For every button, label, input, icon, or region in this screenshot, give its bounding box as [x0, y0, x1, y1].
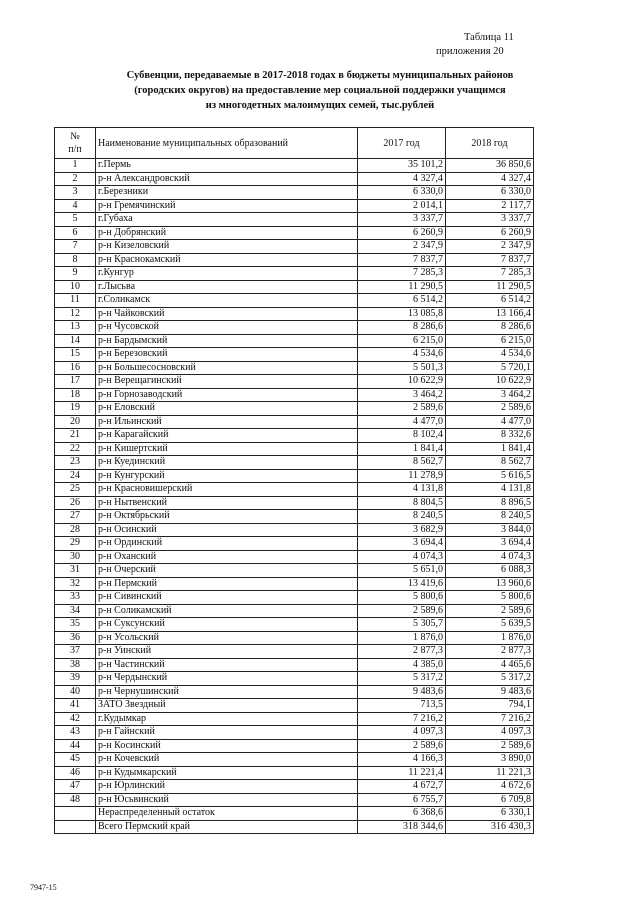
municipality-name-cell: р-н Куединский: [96, 456, 358, 470]
table-number-label: Таблица 11: [464, 32, 514, 43]
municipality-name-cell: р-н Большесосновский: [96, 361, 358, 375]
value-2017-cell: 11 278,9: [358, 469, 446, 483]
value-2017-cell: 5 651,0: [358, 564, 446, 578]
subsidy-table: [54, 127, 534, 834]
table-row: [55, 429, 534, 443]
municipality-name-cell: Всего Пермский край: [96, 820, 358, 834]
table-row: [55, 213, 534, 227]
table-row: [55, 618, 534, 632]
row-number-cell: 42: [55, 712, 96, 726]
value-2018-cell: 6 709,8: [446, 793, 534, 807]
table-row: [55, 186, 534, 200]
value-2018-cell: 5 639,5: [446, 618, 534, 632]
value-2017-cell: 8 286,6: [358, 321, 446, 335]
value-2017-cell: 7 285,3: [358, 267, 446, 281]
table-row: [55, 226, 534, 240]
table-row: [55, 294, 534, 308]
municipality-name-cell: р-н Усольский: [96, 631, 358, 645]
value-2018-cell: 4 097,3: [446, 726, 534, 740]
row-number-cell: 22: [55, 442, 96, 456]
table-row: [55, 402, 534, 416]
value-2017-cell: 7 216,2: [358, 712, 446, 726]
appendix-label: приложения 20: [436, 46, 504, 57]
row-number-cell: 46: [55, 766, 96, 780]
row-number-cell: [55, 820, 96, 834]
municipality-name-cell: р-н Кудымкарский: [96, 766, 358, 780]
value-2017-cell: 5 501,3: [358, 361, 446, 375]
table-row: [55, 361, 534, 375]
municipality-name-cell: р-н Ординский: [96, 537, 358, 551]
value-2018-cell: 4 327,4: [446, 172, 534, 186]
value-2017-cell: 8 562,7: [358, 456, 446, 470]
value-2018-cell: 6 330,1: [446, 807, 534, 821]
municipality-name-cell: р-н Краснокамский: [96, 253, 358, 267]
municipality-name-cell: р-н Кишертский: [96, 442, 358, 456]
value-2017-cell: 3 694,4: [358, 537, 446, 551]
table-header-row: [55, 128, 534, 159]
table-row: [55, 267, 534, 281]
table-row: [55, 483, 534, 497]
row-number-cell: 38: [55, 658, 96, 672]
table-row: [55, 739, 534, 753]
municipality-name-cell: р-н Александровский: [96, 172, 358, 186]
table-row: [55, 645, 534, 659]
value-2018-cell: 4 672,6: [446, 780, 534, 794]
value-2018-cell: 36 850,6: [446, 159, 534, 173]
table-row: [55, 469, 534, 483]
table-row: [55, 240, 534, 254]
municipality-name-cell: р-н Ильинский: [96, 415, 358, 429]
table-row: [55, 672, 534, 686]
row-number-cell: 36: [55, 631, 96, 645]
table-row: [55, 537, 534, 551]
value-2018-cell: 9 483,6: [446, 685, 534, 699]
value-2017-cell: 6 755,7: [358, 793, 446, 807]
table-row: [55, 780, 534, 794]
table-row: [55, 388, 534, 402]
value-2018-cell: 6 088,3: [446, 564, 534, 578]
row-number-cell: 43: [55, 726, 96, 740]
municipality-name-cell: р-н Уинский: [96, 645, 358, 659]
row-number-cell: 4: [55, 199, 96, 213]
row-number-cell: 25: [55, 483, 96, 497]
value-2017-cell: 9 483,6: [358, 685, 446, 699]
title-line-3: из многодетных малоимущих семей, тыс.рублей: [205, 100, 435, 111]
value-2017-cell: 1 876,0: [358, 631, 446, 645]
municipality-name-cell: р-н Березовский: [96, 348, 358, 362]
value-2018-cell: 4 534,6: [446, 348, 534, 362]
row-number-cell: 35: [55, 618, 96, 632]
table-row: [55, 550, 534, 564]
value-2018-cell: 8 896,5: [446, 496, 534, 510]
municipality-name-cell: г.Кудымкар: [96, 712, 358, 726]
row-number-cell: 5: [55, 213, 96, 227]
column-header-2017: 2017 год: [358, 128, 446, 159]
value-2017-cell: 4 097,3: [358, 726, 446, 740]
table-row: [55, 510, 534, 524]
table-row: [55, 442, 534, 456]
municipality-name-cell: р-н Кочевский: [96, 753, 358, 767]
value-2017-cell: 13 085,8: [358, 307, 446, 321]
value-2017-cell: 3 464,2: [358, 388, 446, 402]
row-number-cell: 7: [55, 240, 96, 254]
value-2018-cell: 4 465,6: [446, 658, 534, 672]
value-2017-cell: 4 166,3: [358, 753, 446, 767]
value-2018-cell: 11 290,5: [446, 280, 534, 294]
municipality-name-cell: р-н Верещагинский: [96, 375, 358, 389]
row-number-cell: 6: [55, 226, 96, 240]
value-2017-cell: 6 215,0: [358, 334, 446, 348]
municipality-name-cell: ЗАТО Звездный: [96, 699, 358, 713]
row-number-cell: 3: [55, 186, 96, 200]
value-2017-cell: 11 221,4: [358, 766, 446, 780]
row-number-cell: 30: [55, 550, 96, 564]
table-row: [55, 307, 534, 321]
table-row: [55, 604, 534, 618]
municipality-name-cell: р-н Сивинский: [96, 591, 358, 605]
value-2018-cell: 3 890,0: [446, 753, 534, 767]
municipality-name-cell: г.Кунгур: [96, 267, 358, 281]
table-body: [55, 159, 534, 834]
table-row: [55, 496, 534, 510]
row-number-cell: 39: [55, 672, 96, 686]
value-2018-cell: 6 260,9: [446, 226, 534, 240]
municipality-name-cell: р-н Частинский: [96, 658, 358, 672]
row-number-cell: 27: [55, 510, 96, 524]
municipality-name-cell: г.Соликамск: [96, 294, 358, 308]
value-2018-cell: 5 720,1: [446, 361, 534, 375]
municipality-name-cell: р-н Нытвенский: [96, 496, 358, 510]
municipality-name-cell: р-н Юсьвинский: [96, 793, 358, 807]
row-number-cell: 44: [55, 739, 96, 753]
value-2018-cell: 3 337,7: [446, 213, 534, 227]
value-2018-cell: 3 464,2: [446, 388, 534, 402]
value-2018-cell: 2 347,9: [446, 240, 534, 254]
value-2017-cell: 10 622,9: [358, 375, 446, 389]
value-2017-cell: 2 589,6: [358, 402, 446, 416]
municipality-name-cell: г.Лысьва: [96, 280, 358, 294]
table-row: [55, 820, 534, 834]
table-row: [55, 456, 534, 470]
column-header-number-line2: п/п: [68, 144, 82, 155]
title-line-1: Субвенции, передаваемые в 2017-2018 годах в бюджеты муниципальных районов: [126, 70, 514, 81]
value-2018-cell: 3 694,4: [446, 537, 534, 551]
value-2017-cell: 8 102,4: [358, 429, 446, 443]
row-number-cell: 31: [55, 564, 96, 578]
value-2018-cell: 7 837,7: [446, 253, 534, 267]
municipality-name-cell: р-н Юрлинский: [96, 780, 358, 794]
value-2018-cell: 1 876,0: [446, 631, 534, 645]
row-number-cell: 34: [55, 604, 96, 618]
table-row: [55, 564, 534, 578]
value-2017-cell: 2 589,6: [358, 739, 446, 753]
row-number-cell: 29: [55, 537, 96, 551]
value-2017-cell: 5 800,6: [358, 591, 446, 605]
municipality-name-cell: р-н Октябрьский: [96, 510, 358, 524]
value-2017-cell: 6 368,6: [358, 807, 446, 821]
municipality-name-cell: р-н Карагайский: [96, 429, 358, 443]
row-number-cell: 23: [55, 456, 96, 470]
row-number-cell: 48: [55, 793, 96, 807]
value-2018-cell: 4 131,8: [446, 483, 534, 497]
value-2017-cell: 2 589,6: [358, 604, 446, 618]
row-number-cell: 18: [55, 388, 96, 402]
table-row: [55, 159, 534, 173]
value-2018-cell: 8 562,7: [446, 456, 534, 470]
value-2017-cell: 4 074,3: [358, 550, 446, 564]
table-row: [55, 321, 534, 335]
table-row: [55, 253, 534, 267]
value-2017-cell: 35 101,2: [358, 159, 446, 173]
table-row: [55, 793, 534, 807]
row-number-cell: 8: [55, 253, 96, 267]
value-2018-cell: 8 240,5: [446, 510, 534, 524]
municipality-name-cell: р-н Чердынский: [96, 672, 358, 686]
municipality-name-cell: р-н Суксунский: [96, 618, 358, 632]
value-2017-cell: 4 327,4: [358, 172, 446, 186]
document-title: [60, 68, 580, 113]
municipality-name-cell: р-н Пермский: [96, 577, 358, 591]
value-2018-cell: 4 074,3: [446, 550, 534, 564]
value-2018-cell: 7 285,3: [446, 267, 534, 281]
document-code: 7947-15: [30, 883, 57, 892]
row-number-cell: 24: [55, 469, 96, 483]
row-number-cell: 20: [55, 415, 96, 429]
value-2018-cell: 3 844,0: [446, 523, 534, 537]
value-2017-cell: 2 347,9: [358, 240, 446, 254]
value-2018-cell: 7 216,2: [446, 712, 534, 726]
row-number-cell: [55, 807, 96, 821]
table-row: [55, 753, 534, 767]
value-2018-cell: 2 589,6: [446, 402, 534, 416]
value-2018-cell: 1 841,4: [446, 442, 534, 456]
value-2017-cell: 713,5: [358, 699, 446, 713]
value-2017-cell: 3 682,9: [358, 523, 446, 537]
table-row: [55, 280, 534, 294]
table-row: [55, 766, 534, 780]
table-row: [55, 712, 534, 726]
value-2017-cell: 2 014,1: [358, 199, 446, 213]
row-number-cell: 15: [55, 348, 96, 362]
row-number-cell: 41: [55, 699, 96, 713]
value-2017-cell: 5 305,7: [358, 618, 446, 632]
row-number-cell: 11: [55, 294, 96, 308]
row-number-cell: 16: [55, 361, 96, 375]
value-2017-cell: 4 131,8: [358, 483, 446, 497]
row-number-cell: 32: [55, 577, 96, 591]
table-row: [55, 591, 534, 605]
value-2017-cell: 4 672,7: [358, 780, 446, 794]
municipality-name-cell: р-н Соликамский: [96, 604, 358, 618]
municipality-name-cell: р-н Осинский: [96, 523, 358, 537]
municipality-name-cell: г.Березники: [96, 186, 358, 200]
municipality-name-cell: р-н Косинский: [96, 739, 358, 753]
table-row: [55, 348, 534, 362]
table-row: [55, 523, 534, 537]
municipality-name-cell: р-н Горнозаводский: [96, 388, 358, 402]
municipality-name-cell: г.Пермь: [96, 159, 358, 173]
value-2017-cell: 6 330,0: [358, 186, 446, 200]
value-2018-cell: 10 622,9: [446, 375, 534, 389]
municipality-name-cell: р-н Оханский: [96, 550, 358, 564]
value-2017-cell: 6 260,9: [358, 226, 446, 240]
table-row: [55, 172, 534, 186]
row-number-cell: 28: [55, 523, 96, 537]
value-2018-cell: 6 330,0: [446, 186, 534, 200]
table-row: [55, 375, 534, 389]
municipality-name-cell: р-н Гайнский: [96, 726, 358, 740]
value-2018-cell: 2 589,6: [446, 604, 534, 618]
row-number-cell: 10: [55, 280, 96, 294]
municipality-name-cell: г.Губаха: [96, 213, 358, 227]
row-number-cell: 13: [55, 321, 96, 335]
municipality-name-cell: Нераспределенный остаток: [96, 807, 358, 821]
value-2017-cell: 1 841,4: [358, 442, 446, 456]
municipality-name-cell: р-н Чусовской: [96, 321, 358, 335]
municipality-name-cell: р-н Чайковский: [96, 307, 358, 321]
row-number-cell: 9: [55, 267, 96, 281]
row-number-cell: 40: [55, 685, 96, 699]
municipality-name-cell: р-н Очерский: [96, 564, 358, 578]
municipality-name-cell: р-н Добрянский: [96, 226, 358, 240]
value-2018-cell: 8 286,6: [446, 321, 534, 335]
value-2018-cell: 6 514,2: [446, 294, 534, 308]
value-2018-cell: 6 215,0: [446, 334, 534, 348]
value-2017-cell: 6 514,2: [358, 294, 446, 308]
table-row: [55, 577, 534, 591]
value-2017-cell: 2 877,3: [358, 645, 446, 659]
municipality-name-cell: р-н Кунгурский: [96, 469, 358, 483]
value-2018-cell: 2 877,3: [446, 645, 534, 659]
row-number-cell: 45: [55, 753, 96, 767]
row-number-cell: 12: [55, 307, 96, 321]
table-row: [55, 807, 534, 821]
row-number-cell: 17: [55, 375, 96, 389]
value-2018-cell: 2 117,7: [446, 199, 534, 213]
column-header-number: [55, 128, 96, 159]
table-row: [55, 658, 534, 672]
table-row: [55, 631, 534, 645]
municipality-name-cell: р-н Чернушинский: [96, 685, 358, 699]
row-number-cell: 47: [55, 780, 96, 794]
value-2018-cell: 316 430,3: [446, 820, 534, 834]
value-2017-cell: 4 477,0: [358, 415, 446, 429]
value-2017-cell: 8 804,5: [358, 496, 446, 510]
table-row: [55, 415, 534, 429]
column-header-name: Наименование муниципальных образований: [96, 128, 358, 159]
row-number-cell: 37: [55, 645, 96, 659]
value-2018-cell: 13 166,4: [446, 307, 534, 321]
row-number-cell: 19: [55, 402, 96, 416]
table-row: [55, 699, 534, 713]
municipality-name-cell: р-н Еловский: [96, 402, 358, 416]
table-row: [55, 726, 534, 740]
value-2018-cell: 794,1: [446, 699, 534, 713]
value-2017-cell: 4 534,6: [358, 348, 446, 362]
municipality-name-cell: р-н Красновишерский: [96, 483, 358, 497]
value-2017-cell: 7 837,7: [358, 253, 446, 267]
table-row: [55, 685, 534, 699]
title-line-2: (городских округов) на предоставление мер социальной поддержки учащимся: [134, 85, 506, 96]
value-2018-cell: 11 221,3: [446, 766, 534, 780]
row-number-cell: 1: [55, 159, 96, 173]
value-2017-cell: 4 385,0: [358, 658, 446, 672]
municipality-name-cell: р-н Гремячинский: [96, 199, 358, 213]
value-2018-cell: 13 960,6: [446, 577, 534, 591]
value-2018-cell: 5 616,5: [446, 469, 534, 483]
row-number-cell: 2: [55, 172, 96, 186]
value-2018-cell: 5 800,6: [446, 591, 534, 605]
row-number-cell: 33: [55, 591, 96, 605]
value-2018-cell: 2 589,6: [446, 739, 534, 753]
table-row: [55, 334, 534, 348]
column-header-number-line1: №: [70, 131, 80, 142]
value-2017-cell: 11 290,5: [358, 280, 446, 294]
row-number-cell: 26: [55, 496, 96, 510]
value-2017-cell: 318 344,6: [358, 820, 446, 834]
column-header-2018: 2018 год: [446, 128, 534, 159]
value-2018-cell: 8 332,6: [446, 429, 534, 443]
municipality-name-cell: р-н Бардымский: [96, 334, 358, 348]
value-2017-cell: 5 317,2: [358, 672, 446, 686]
table-row: [55, 199, 534, 213]
row-number-cell: 21: [55, 429, 96, 443]
value-2017-cell: 3 337,7: [358, 213, 446, 227]
value-2017-cell: 13 419,6: [358, 577, 446, 591]
row-number-cell: 14: [55, 334, 96, 348]
value-2018-cell: 4 477,0: [446, 415, 534, 429]
value-2017-cell: 8 240,5: [358, 510, 446, 524]
value-2018-cell: 5 317,2: [446, 672, 534, 686]
municipality-name-cell: р-н Кизеловский: [96, 240, 358, 254]
